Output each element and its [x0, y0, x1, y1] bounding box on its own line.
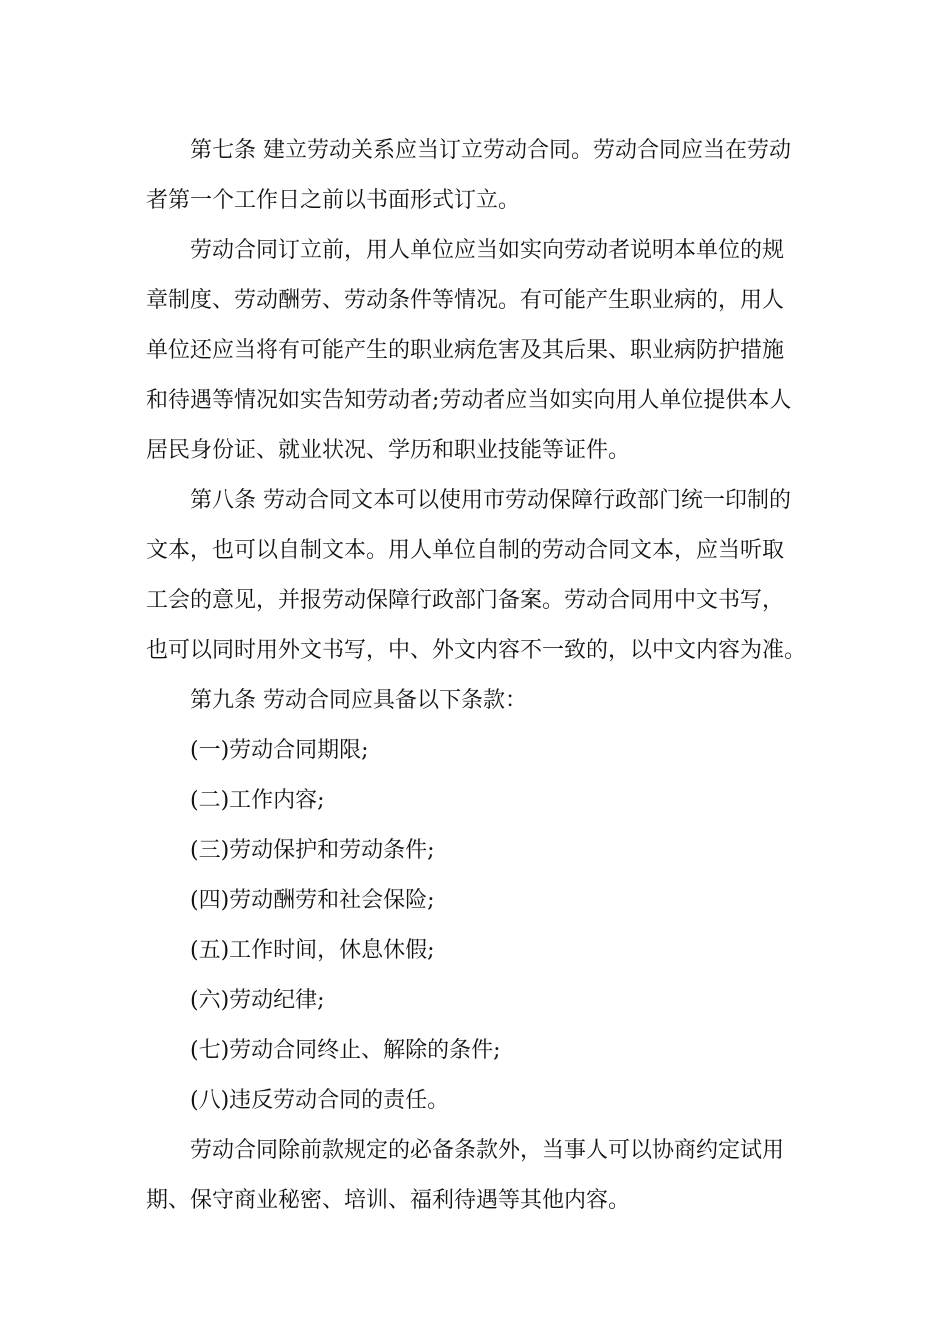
- clause-item: (一)劳动合同期限;: [190, 738, 369, 763]
- contract-disclosure-paragraph: [146, 226, 808, 476]
- clause-item: (七)劳动合同终止、解除的条件;: [190, 1038, 501, 1063]
- text-line: 和待遇等情况如实告知劳动者;劳动者应当如实向用人单位提供本人: [146, 388, 792, 413]
- article-9-heading: 第九条 劳动合同应具备以下条款：: [190, 688, 527, 713]
- clause-item: (六)劳动纪律;: [190, 988, 325, 1013]
- document-body: [146, 126, 808, 1226]
- clause-item: (八)违反劳动合同的责任。: [190, 1088, 450, 1113]
- article-7-paragraph: [146, 126, 808, 226]
- article-8-paragraph: [146, 476, 808, 676]
- clause-item: (四)劳动酬劳和社会保险;: [190, 888, 435, 913]
- text-line: 第七条 建立劳动关系应当订立劳动合同。劳动合同应当在劳动: [190, 138, 791, 163]
- text-line: 第八条 劳动合同文本可以使用市劳动保障行政部门统一印制的: [190, 488, 791, 513]
- text-line: 文本，也可以自制文本。用人单位自制的劳动合同文本，应当听取: [146, 538, 785, 563]
- clause-item: (三)劳动保护和劳动条件;: [190, 838, 435, 863]
- text-line: 者第一个工作日之前以书面形式订立。: [146, 188, 521, 213]
- text-line: 单位还应当将有可能产生的职业病危害及其后果、职业病防护措施: [146, 338, 785, 363]
- clause-item: (二)工作内容;: [190, 788, 325, 813]
- text-line: 居民身份证、就业状况、学历和职业技能等证件。: [146, 438, 631, 463]
- text-line: 劳动合同订立前，用人单位应当如实向劳动者说明本单位的规: [190, 238, 785, 263]
- text-line: 劳动合同除前款规定的必备条款外，当事人可以协商约定试用: [190, 1138, 785, 1163]
- text-line: 工会的意见，并报劳动保障行政部门备案。劳动合同用中文书写，: [146, 588, 785, 613]
- clause-item: (五)工作时间，休息休假;: [190, 938, 435, 963]
- text-line: 章制度、劳动酬劳、劳动条件等情况。有可能产生职业病的，用人: [146, 288, 785, 313]
- text-line: 也可以同时用外文书写，中、外文内容不一致的，以中文内容为准。: [146, 638, 807, 663]
- optional-terms-paragraph: [146, 1126, 808, 1226]
- text-line: 期、保守商业秘密、培训、福利待遇等其他内容。: [146, 1188, 631, 1213]
